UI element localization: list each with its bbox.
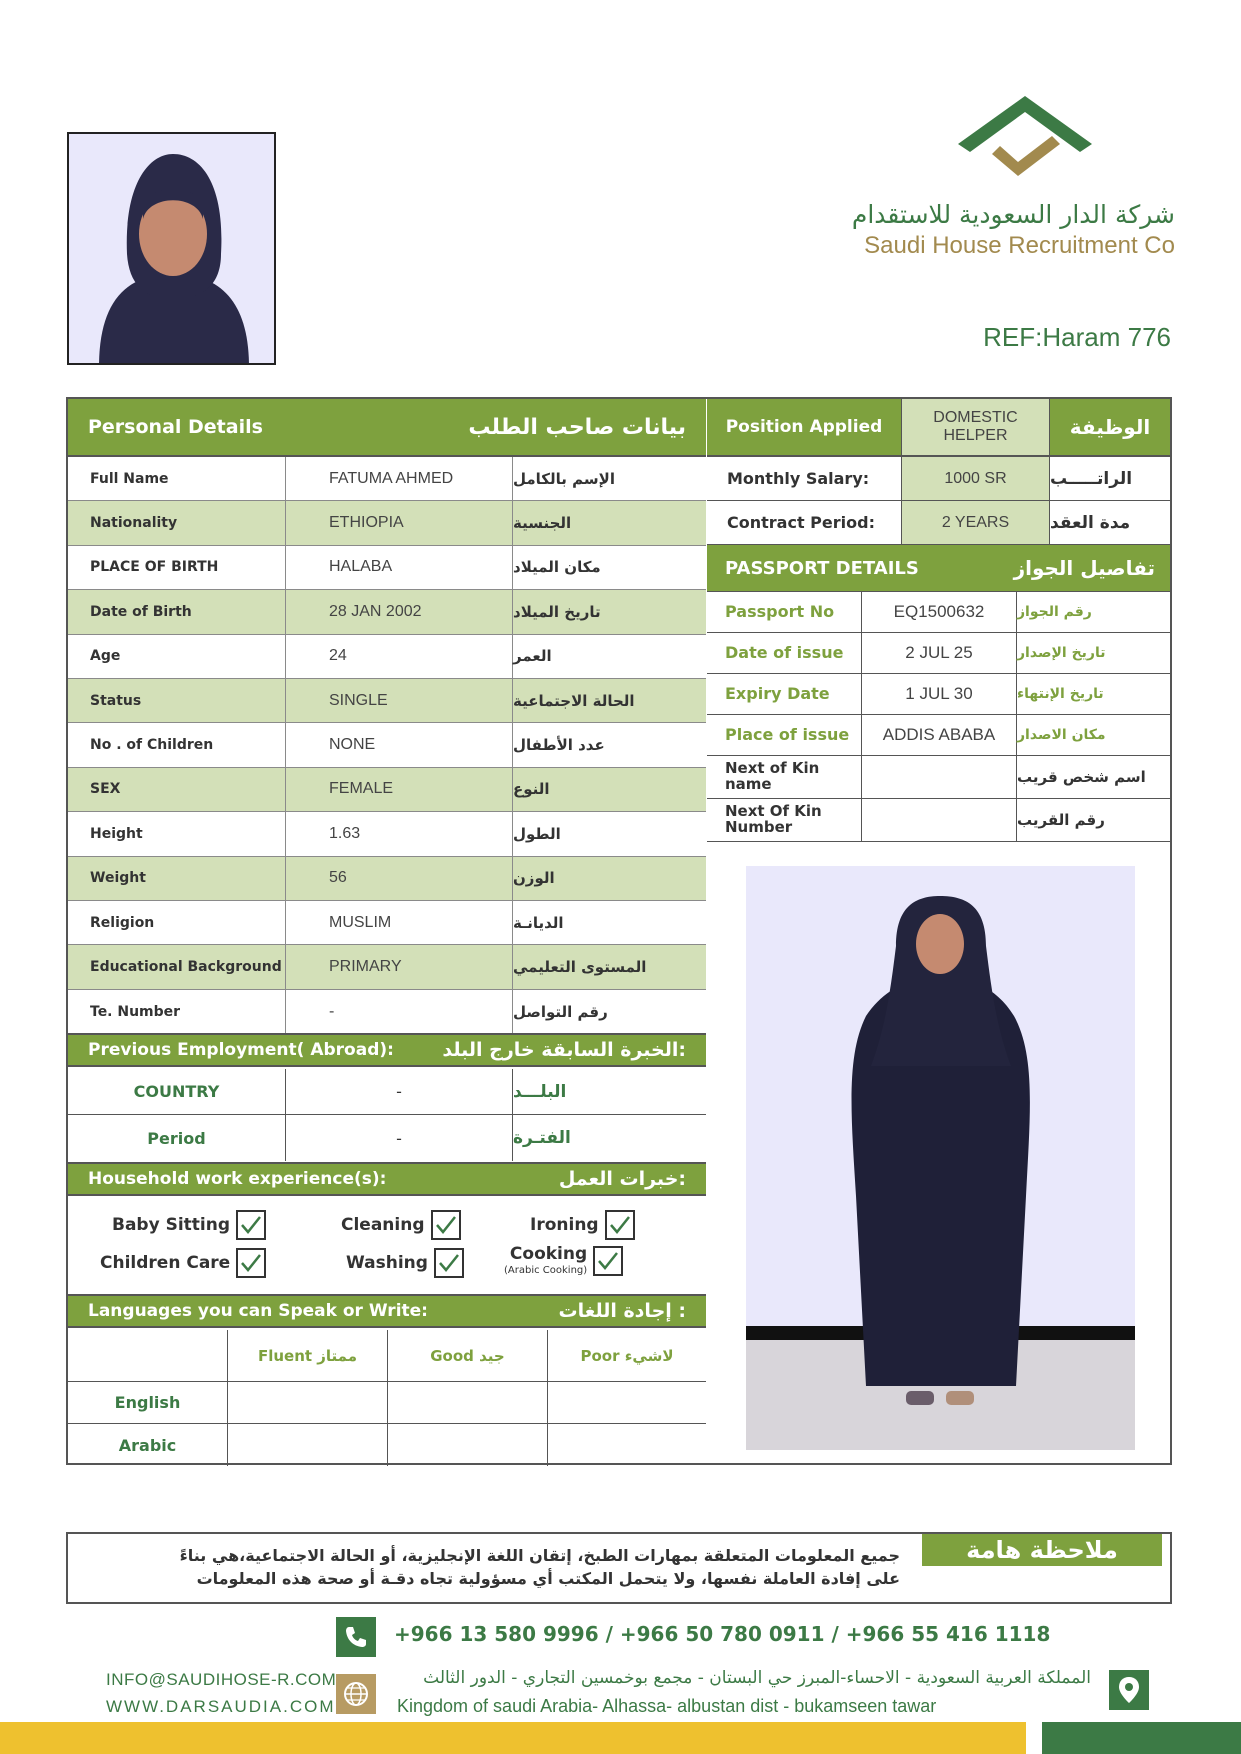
contract-row <box>707 501 1170 545</box>
contract-value: 2 YEARS <box>902 501 1050 544</box>
empty-cell <box>68 1330 228 1381</box>
notice-line-2: على إفادة العاملة نفسها، ولا يتحمل المكتب أي مسؤولية تجاه دقـة أو صحة هذه المعلومات <box>196 1569 900 1589</box>
table-row <box>68 812 706 856</box>
field-value: EQ1500632 <box>862 592 1017 632</box>
field-label: Full Name <box>68 457 286 500</box>
field-value: 56 <box>286 857 513 900</box>
table-row <box>707 633 1170 674</box>
table-row <box>68 457 706 501</box>
field-label-ar: المستوى التعليمي <box>513 957 647 976</box>
languages-header <box>68 1294 706 1328</box>
checkbox-checked-icon[interactable] <box>236 1248 266 1278</box>
table-row <box>68 1382 706 1424</box>
field-label-ar: اسم شخص قريب <box>1017 768 1146 786</box>
table-row <box>68 501 706 545</box>
important-notice <box>66 1532 1172 1604</box>
company-name-arabic: شركة الدار السعودية للاستقدام <box>851 200 1175 229</box>
field-label: Age <box>68 635 286 678</box>
field-label: Educational Background <box>68 945 286 988</box>
field-value: - <box>286 990 513 1034</box>
good-header: Good جيد <box>388 1330 548 1381</box>
salary-value: 1000 SR <box>902 457 1050 500</box>
position-row <box>707 399 1170 457</box>
passport-title-en: PASSPORT DETAILS <box>725 557 919 579</box>
checkbox-checked-icon[interactable] <box>431 1210 461 1240</box>
phone-numbers[interactable]: +966 13 580 9996 / +966 50 780 0911 / +966 55 416 1118 <box>394 1622 1051 1646</box>
position-label-ar: الوظيفة <box>1050 399 1170 455</box>
field-label-ar: عدد الأطفال <box>513 736 605 755</box>
table-row <box>707 715 1170 756</box>
skill-baby-sitting: Baby Sitting <box>112 1210 266 1240</box>
skill-ironing: Ironing <box>530 1210 635 1240</box>
household-skills <box>68 1198 706 1293</box>
field-label-ar: الوزن <box>513 869 555 888</box>
field-label-ar: رقم القريب <box>1017 811 1105 829</box>
location-pin-icon <box>1109 1670 1149 1710</box>
field-label: Date of issue <box>707 633 862 673</box>
languages-table <box>68 1330 706 1466</box>
field-label-ar: رقم التواصل <box>513 1002 608 1021</box>
field-label-ar: تاريخ الإنتهاء <box>1017 686 1104 702</box>
field-label-ar: الجنسية <box>513 514 572 533</box>
table-row <box>707 674 1170 715</box>
field-label-ar: تاريخ الإصدار <box>1017 645 1106 661</box>
phone-icon <box>336 1617 376 1657</box>
company-logo <box>940 94 1110 189</box>
candidate-full-body-photo <box>746 866 1135 1450</box>
field-label: SEX <box>68 768 286 811</box>
field-label: Weight <box>68 857 286 900</box>
notice-text <box>90 1544 900 1590</box>
email-link[interactable]: INFO@SAUDIHOSE-R.COM <box>106 1670 337 1689</box>
field-label-ar: الطول <box>513 824 561 843</box>
field-value: NONE <box>286 723 513 766</box>
period-value: - <box>286 1115 513 1161</box>
table-row <box>68 546 706 590</box>
english-good-cell <box>388 1382 548 1423</box>
table-row <box>68 635 706 679</box>
field-value: 28 JAN 2002 <box>286 590 513 633</box>
field-value: MUSLIM <box>286 901 513 944</box>
field-value: 1 JUL 30 <box>862 674 1017 714</box>
footer-green-bar <box>1042 1722 1241 1754</box>
arabic-poor-cell <box>548 1424 706 1466</box>
personal-details-title-en: Personal Details <box>88 416 263 438</box>
notice-tag: ملاحظة هامة <box>922 1534 1162 1566</box>
table-row <box>68 990 706 1034</box>
field-value: ADDIS ABABA <box>862 715 1017 755</box>
contract-label: Contract Period: <box>707 501 902 544</box>
arabic-fluent-cell <box>228 1424 388 1466</box>
address-arabic: المملكة العربية السعودية - الاحساء-المبرز حي البستان - مجمع بوخمسين التجاري - الدور الثالث <box>423 1668 1091 1688</box>
table-row <box>68 1069 706 1115</box>
english-fluent-cell <box>228 1382 388 1423</box>
checkbox-checked-icon[interactable] <box>593 1246 623 1276</box>
table-row <box>68 1424 706 1466</box>
position-passport-panel <box>707 399 1170 842</box>
field-label-ar: النوع <box>513 780 550 799</box>
household-work-title-en: Household work experience(s): <box>88 1169 387 1189</box>
field-value: PRIMARY <box>286 945 513 988</box>
field-label-ar: العمر <box>513 647 552 666</box>
table-row <box>707 592 1170 633</box>
field-label: Te. Number <box>68 990 286 1034</box>
field-label: Expiry Date <box>707 674 862 714</box>
previous-employment-header <box>68 1033 706 1067</box>
field-value <box>862 799 1017 841</box>
candidate-portrait-photo <box>67 132 276 365</box>
checkbox-checked-icon[interactable] <box>605 1210 635 1240</box>
languages-title-ar: إجادة اللغات : <box>558 1300 686 1322</box>
table-row <box>68 768 706 812</box>
passport-details-header <box>707 545 1170 592</box>
field-value: 1.63 <box>286 812 513 855</box>
salary-label-ar: الراتـــــب <box>1050 468 1133 489</box>
household-work-header <box>68 1162 706 1196</box>
salary-label: Monthly Salary: <box>707 457 902 500</box>
personal-details-table <box>68 399 706 1034</box>
personal-details-header <box>68 399 706 457</box>
previous-employment-table <box>68 1069 706 1161</box>
field-value: FATUMA AHMED <box>286 457 513 500</box>
arabic-label: Arabic <box>68 1424 228 1466</box>
table-row <box>68 857 706 901</box>
household-work-title-ar: خبرات العمل: <box>558 1168 686 1190</box>
position-value: DOMESTIC HELPER <box>902 399 1050 455</box>
table-row <box>68 679 706 723</box>
field-label: Religion <box>68 901 286 944</box>
field-label: Place of issue <box>707 715 862 755</box>
table-row <box>68 723 706 767</box>
position-label: Position Applied <box>707 399 902 455</box>
country-value: - <box>286 1069 513 1114</box>
field-value: FEMALE <box>286 768 513 811</box>
field-value <box>862 756 1017 798</box>
languages-title-en: Languages you can Speak or Write: <box>88 1301 428 1321</box>
field-label: Date of Birth <box>68 590 286 633</box>
skill-cooking-sub: (Arabic Cooking) <box>504 1265 588 1276</box>
salary-row <box>707 457 1170 501</box>
notice-line-1: جميع المعلومات المتعلقة بمهارات الطبخ، إتقان اللغة الإنجليزية، أو الحالة الاجتماعية،هي بناءً <box>179 1546 900 1565</box>
previous-employment-title-en: Previous Employment( Abroad): <box>88 1040 394 1060</box>
field-label-ar: رقم الجواز <box>1017 604 1092 620</box>
period-label: Period <box>68 1115 286 1161</box>
country-label: COUNTRY <box>68 1069 286 1114</box>
field-value: SINGLE <box>286 679 513 722</box>
skill-cooking-label: Cooking <box>509 1244 588 1264</box>
address-english: Kingdom of saudi Arabia- Alhassa- albustan dist - bukamseen tawar <box>397 1696 937 1716</box>
reference-number: REF:Haram 776 <box>983 322 1171 352</box>
field-label: Next of Kin name <box>707 756 862 798</box>
skill-cooking <box>504 1246 623 1276</box>
field-label: Height <box>68 812 286 855</box>
table-row <box>707 756 1170 799</box>
arabic-good-cell <box>388 1424 548 1466</box>
table-row <box>707 799 1170 842</box>
company-name-english: Saudi House Recruitment Co <box>864 232 1175 259</box>
table-row <box>68 590 706 634</box>
country-label-ar: البلـــد <box>513 1081 567 1102</box>
poor-header: Poor لاشيء <box>580 1346 674 1365</box>
field-label-ar: مكان الميلاد <box>513 558 601 577</box>
field-label-ar: تاريخ الميلاد <box>513 602 601 621</box>
field-label: Nationality <box>68 501 286 544</box>
period-label-ar: الفتـرة <box>513 1128 571 1148</box>
contract-label-ar: مدة العقد <box>1050 512 1131 533</box>
personal-details-title-ar: بيانات صاحب الطلب <box>468 414 686 440</box>
field-label: PLACE OF BIRTH <box>68 546 286 589</box>
website-link[interactable]: WWW.DARSAUDIA.COM <box>106 1697 336 1716</box>
field-label: Next Of Kin Number <box>707 799 862 841</box>
table-row <box>68 945 706 989</box>
field-label: Passport No <box>707 592 862 632</box>
checkbox-checked-icon[interactable] <box>434 1248 464 1278</box>
table-row <box>68 1330 706 1382</box>
english-label: English <box>68 1382 228 1423</box>
previous-employment-title-ar: الخبرة السابقة خارج البلد: <box>442 1039 686 1061</box>
skill-cleaning: Cleaning <box>341 1210 461 1240</box>
skill-washing: Washing <box>346 1248 464 1278</box>
globe-icon <box>336 1674 376 1714</box>
field-label-ar: الحالة الاجتماعية <box>513 691 635 710</box>
field-label-ar: الإسم بالكامل <box>513 469 615 488</box>
passport-title-ar: تفاصيل الجواز <box>1013 556 1155 580</box>
field-value: HALABA <box>286 546 513 589</box>
field-label: Status <box>68 679 286 722</box>
english-poor-cell <box>548 1382 706 1423</box>
skill-children-care: Children Care <box>100 1248 266 1278</box>
table-row <box>68 901 706 945</box>
footer-yellow-bar <box>0 1722 1026 1754</box>
field-label-ar: مكان الاصدار <box>1017 727 1106 743</box>
field-label-ar: الديانـة <box>513 913 564 932</box>
table-row <box>68 1115 706 1161</box>
fluent-header: Fluent ممتاز <box>228 1330 388 1381</box>
field-value: 2 JUL 25 <box>862 633 1017 673</box>
field-label: No . of Children <box>68 723 286 766</box>
field-value: 24 <box>286 635 513 678</box>
checkbox-checked-icon[interactable] <box>236 1210 266 1240</box>
field-value: ETHIOPIA <box>286 501 513 544</box>
